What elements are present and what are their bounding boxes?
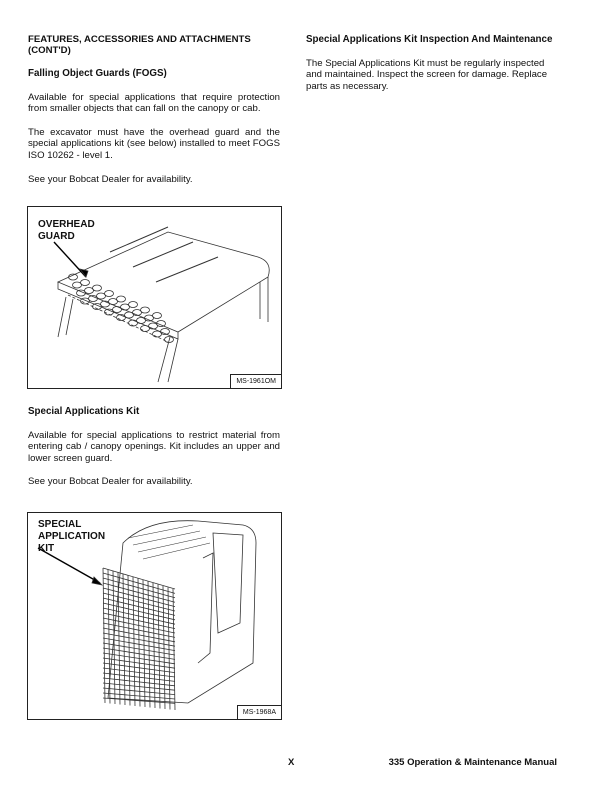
kit-section — [28, 406, 280, 488]
special-application-kit-figure — [27, 512, 282, 720]
fogs-paragraph-3: See your Bobcat Dealer for availability. — [28, 173, 193, 185]
guard-hole — [129, 320, 138, 326]
figure1-code: MS-1961OM — [230, 374, 281, 388]
screen-line — [103, 578, 175, 598]
screen-line — [163, 586, 165, 709]
fogs-heading: Falling Object Guards (FOGS) — [28, 68, 167, 79]
screen-line — [168, 588, 170, 710]
figure2-code: MS-1968A — [237, 705, 281, 719]
screen-line — [103, 698, 175, 703]
guard-hole — [73, 282, 82, 288]
fogs-paragraph-2: The excavator must have the overhead guard and the special applications kit (see below) installed to meet FOGS ISO 10262 - level 1. — [28, 126, 280, 161]
kit-heading: Special Applications Kit — [28, 406, 140, 417]
inspection-heading: Special Applications Kit Inspection And Maintenance — [306, 34, 553, 45]
kit-paragraph-1: Available for special applications to restrict material from entering cab / canopy openings. Kit includes an upper and lower screen guard. — [28, 429, 280, 464]
guard-hole — [141, 326, 150, 332]
figure2-label-line1: SPECIAL — [38, 519, 82, 530]
guard-hole — [153, 331, 162, 337]
screen-line — [173, 589, 175, 710]
right-column — [306, 34, 558, 92]
kit-paragraph-2: See your Bobcat Dealer for availability. — [28, 476, 193, 488]
figure2-label-line3: KIT — [38, 543, 55, 554]
figure2-label-line2: APPLICATION — [38, 531, 106, 542]
figure1-label-line2: GUARD — [38, 231, 75, 242]
fogs-paragraph-1: Available for special applications that require protection from smaller objects that can fall on the canopy or cab. — [28, 91, 280, 115]
inspection-paragraph: The Special Applications Kit must be regularly inspected and maintained. Inspect the screen for damage. Replace parts as necessary. — [306, 57, 548, 92]
overhead-guard-figure — [27, 206, 282, 389]
guard-hole — [81, 298, 90, 304]
page-number: X — [288, 757, 295, 768]
screen-line — [103, 573, 175, 593]
left-column — [28, 34, 280, 185]
manual-title: 335 Operation & Maintenance Manual — [388, 757, 557, 768]
section-title: FEATURES, ACCESSORIES AND ATTACHMENTS (CONT'D) — [28, 34, 251, 56]
figure1-label-line1: OVERHEAD — [38, 219, 95, 230]
screen-line — [158, 585, 160, 709]
